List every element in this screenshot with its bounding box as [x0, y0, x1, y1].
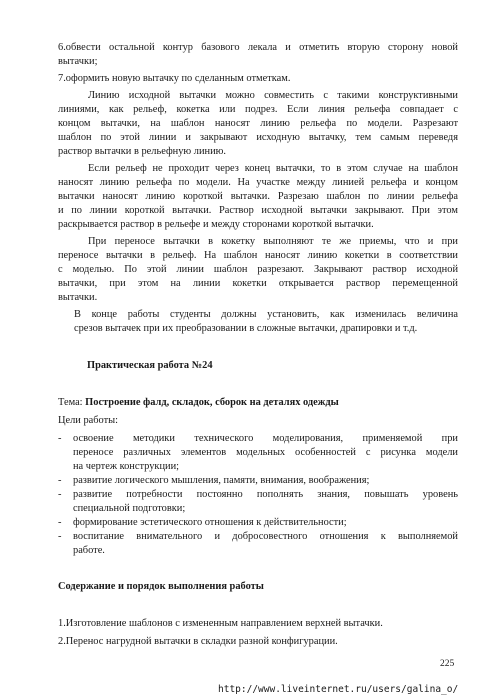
paragraph-2-line-4: и по линии короткой вытачки. Раствор исходной вытачки закрывают. При этом: [58, 205, 458, 216]
topic-line: [58, 396, 339, 409]
paragraph-3-line-2: переносе вытачки в рельеф. На шаблон наносят линию кокетки в соответствии: [58, 250, 458, 261]
paragraph-1-line-5: раствор вытачки в рельефную линию.: [58, 146, 227, 157]
goal-5-line-2: работе.: [73, 545, 105, 556]
list-item-6-line-2: вытачки;: [58, 56, 98, 67]
paragraph-2-line-1: Если рельеф не проходит через конец вытачки, то в этом случае на шаблон: [88, 163, 458, 174]
goal-3-line-1: развитие потребности постоянно пополнять знания, повышать уровень: [73, 489, 458, 500]
goal-1-line-1: освоение методики технического моделирования, применяемой при: [73, 433, 458, 444]
paragraph-1-line-1: Линию исходной вытачки можно совместить с такими конструктивными: [88, 90, 458, 101]
footer-url: http://www.liveinternet.ru/users/galina_o/: [218, 684, 459, 695]
paragraph-4-line-1: В конце работы студенты должны установить, как изменилась величина: [74, 309, 458, 320]
goal-5-bullet: -: [58, 531, 62, 542]
paragraph-3-line-4: вытачки, при этом на линии кокетки открывается раствор перемещенной: [58, 278, 458, 289]
step-1: 1.Изготовление шаблонов с измененным направлением верхней вытачки.: [58, 618, 383, 629]
paragraph-2-line-5: раскрывается раствор в рельефе и между сторонами короткой вытачки.: [58, 219, 374, 230]
goal-4-bullet: -: [58, 517, 62, 528]
goal-3-line-2: специальной подготовки;: [73, 503, 186, 514]
goal-4-line-1: формирование эстетического отношения к действительности;: [73, 517, 347, 528]
goal-1-line-3: на чертеж конструкции;: [73, 461, 180, 472]
paragraph-4-line-2: срезов вытачек при их преобразовании в сложные вытачки, драпировки и т.д.: [74, 323, 418, 334]
paragraph-1-line-2: линиями, как рельеф, кокетка или подрез. Если линия рельефа совпадает с: [58, 104, 458, 115]
paragraph-3-line-5: вытачки.: [58, 292, 98, 303]
paragraph-3-line-1: При переносе вытачки в кокетку выполняют те же приемы, что и при: [88, 236, 458, 247]
topic-text: Построение фалд, складок, сборок на деталях одежды: [85, 397, 339, 408]
goals-label: Цели работы:: [58, 415, 119, 426]
section-title: Содержание и порядок выполнения работы: [58, 581, 264, 592]
page-number: 225: [440, 659, 455, 669]
list-item-7: 7.оформить новую вытачку по сделанным отметкам.: [58, 73, 291, 84]
goal-5-line-1: воспитание внимательного и добросовестного отношения к выполняемой: [73, 531, 458, 542]
paragraph-2-line-3: вытачки наносят линию короткой вытачки. Разрезаю шаблон по линии рельефа: [58, 191, 458, 202]
practical-work-heading: Практическая работа №24: [87, 360, 213, 371]
paragraph-3-line-3: с моделью. По этой линии шаблон разрезают. Закрывают раствор исходной: [58, 264, 458, 275]
topic-label: Тема:: [58, 397, 86, 408]
paragraph-1-line-3: концом вытачки, на шаблон наносят линию рельефа по модели. Разрезают: [58, 118, 458, 129]
goal-2-bullet: -: [58, 475, 62, 486]
goal-1-line-2: переносе различных элементов модельных особенностей с рисунка модели: [73, 447, 458, 458]
step-2: 2.Перенос нагрудной вытачки в складки разной конфигурации.: [58, 636, 338, 647]
goal-1-bullet: -: [58, 433, 62, 444]
goal-2-line-1: развитие логического мышления, памяти, внимания, воображения;: [73, 475, 370, 486]
goal-3-bullet: -: [58, 489, 62, 500]
paragraph-1-line-4: шаблон по этой линии и закрывают исходную вытачку, тем самым переведя: [58, 132, 458, 143]
list-item-6-line-1: 6.обвести остальной контур базового лекала и отметить вторую сторону новой: [58, 42, 458, 53]
paragraph-2-line-2: наносят линию рельефа по модели. На участке между линией рельефа и концом: [58, 177, 458, 188]
